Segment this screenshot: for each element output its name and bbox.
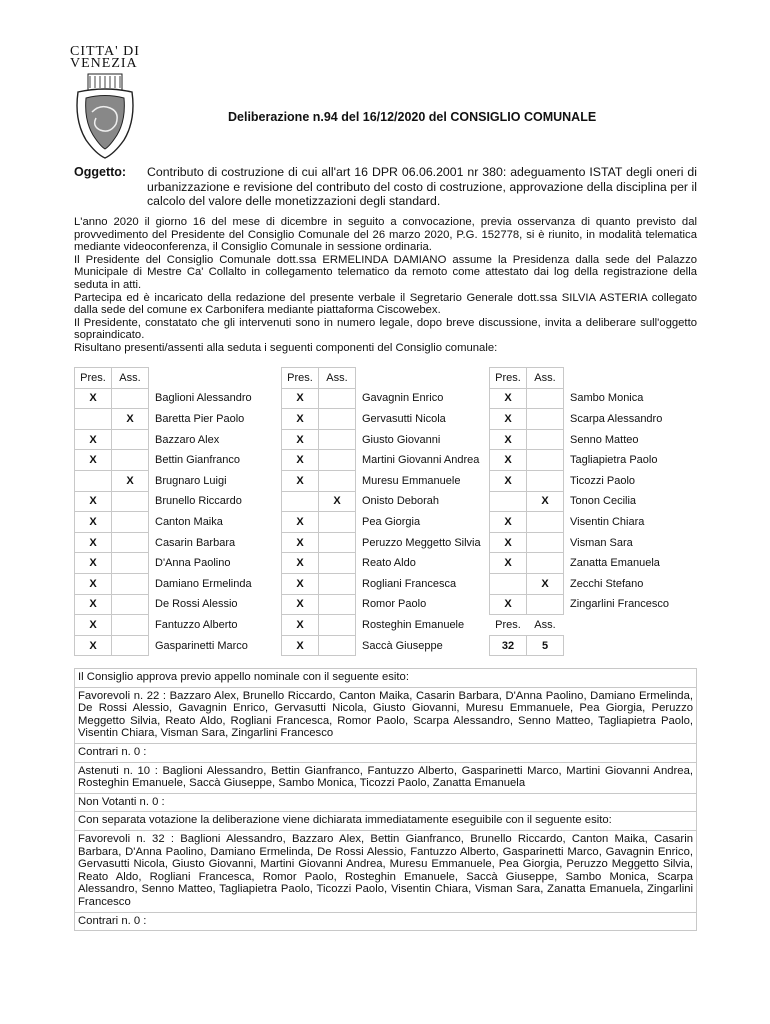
member-ass-mark <box>319 429 356 450</box>
member-row <box>282 594 495 615</box>
results-row: Non Votanti n. 0 : <box>75 793 697 812</box>
member-pres-mark: X <box>282 573 319 594</box>
member-name: Senno Matteo <box>570 433 639 446</box>
ass-header: Ass. <box>319 368 356 389</box>
member-name: Canton Maika <box>155 515 223 528</box>
member-name: Brunello Riccardo <box>155 495 242 508</box>
member-name: Damiano Ermelinda <box>155 577 252 590</box>
member-pres-mark: X <box>282 532 319 553</box>
results-row: Il Consiglio approva previo appello nominale con il seguente esito: <box>75 669 697 688</box>
preamble-paragraph: Il Presidente del Consiglio Comunale dott.ssa ERMELINDA DAMIANO assume la Presidenza dalla sede del Palazzo Municipale di Mestre Ca' Collalto in collegamento telematico da remoto come attestato dai log della registrazione della seduta in atti. <box>74 253 697 291</box>
member-name: Rosteghin Emanuele <box>362 618 465 631</box>
member-pres-mark: X <box>75 429 112 450</box>
member-pres-mark: X <box>490 594 527 615</box>
member-name: Zanatta Emanuela <box>570 557 660 570</box>
voting-results-table <box>74 668 697 931</box>
member-pres-mark <box>490 491 527 512</box>
document-title: Deliberazione n.94 del 16/12/2020 del CONSIGLIO COMUNALE <box>228 110 597 124</box>
member-name: Baglioni Alessandro <box>155 392 252 405</box>
member-row <box>75 429 288 450</box>
member-row <box>282 635 495 656</box>
member-pres-mark: X <box>490 532 527 553</box>
member-name: D'Anna Paolino <box>155 557 231 570</box>
member-pres-mark: X <box>282 388 319 409</box>
pres-header: Pres. <box>75 368 112 389</box>
preamble <box>74 216 697 355</box>
member-name: Casarin Barbara <box>155 536 236 549</box>
member-name: Scarpa Alessandro <box>570 412 663 425</box>
member-row <box>75 553 288 574</box>
subject-text: Contributo di costruzione di cui all'art 16 DPR 06.06.2001 nr 380: adeguamento ISTAT degli oneri di urbanizzazione e revisione del contributo del costo di costruzione, approvazione della disciplina per il calcolo del valore delle monetizzazioni degli standard. <box>147 165 697 208</box>
member-pres-mark <box>490 573 527 594</box>
member-row <box>282 450 495 471</box>
member-name: Bettin Gianfranco <box>155 454 240 467</box>
results-row: Con separata votazione la deliberazione viene dichiarata immediatamente eseguibile con il seguente esito: <box>75 812 697 831</box>
member-ass-mark <box>112 573 149 594</box>
member-name: Tagliapietra Paolo <box>570 454 658 467</box>
member-ass-mark: X <box>527 573 564 594</box>
member-name: Giusto Giovanni <box>362 433 441 446</box>
member-row <box>282 553 495 574</box>
member-row <box>282 388 495 409</box>
member-row <box>490 594 691 615</box>
member-row <box>490 409 691 430</box>
member-name: Zingarlini Francesco <box>570 598 670 611</box>
results-row: Favorevoli n. 22 : Bazzaro Alex, Brunello Riccardo, Canton Maika, Casarin Barbara, D'Anna Paolino, Damiano Ermelinda, De Rossi Alessio, Gavagnin Enrico, Gervasutti Nicola, Giusto Giovanni, Muresu Emmanuele, Pea Giorgia, Peruzzo Meggetto Silvia, Reato Aldo, Rogliani Francesca, Romor Paolo, Scarpa Alessandro, Senno Matteo, Tagliapietra Paolo, Visentin Chiara, Visman Sara, Zingarlini Francesco <box>75 687 697 743</box>
member-ass-mark <box>527 532 564 553</box>
member-row <box>75 409 288 430</box>
member-ass-mark <box>319 409 356 430</box>
member-row <box>282 532 495 553</box>
member-row <box>282 573 495 594</box>
logo-line-1: CITTA' DI <box>70 44 140 59</box>
pres-header: Pres. <box>282 368 319 389</box>
member-row <box>490 512 691 533</box>
member-row <box>282 409 495 430</box>
member-ass-mark <box>319 470 356 491</box>
member-row <box>282 512 495 533</box>
member-name: Rogliani Francesca <box>362 577 457 590</box>
member-pres-mark: X <box>75 594 112 615</box>
member-ass-mark <box>319 615 356 636</box>
member-ass-mark <box>112 594 149 615</box>
member-row <box>282 429 495 450</box>
member-ass-mark <box>527 450 564 471</box>
member-ass-mark <box>112 635 149 656</box>
member-pres-mark: X <box>490 409 527 430</box>
member-name: Martini Giovanni Andrea <box>362 454 480 467</box>
member-ass-mark: X <box>319 491 356 512</box>
totals-pres-header: Pres. <box>495 618 521 631</box>
total-present: 32 <box>490 635 527 656</box>
member-row <box>282 615 495 636</box>
member-row <box>282 470 495 491</box>
member-row <box>75 573 288 594</box>
member-name: Pea Giorgia <box>362 515 421 528</box>
member-pres-mark: X <box>75 573 112 594</box>
preamble-paragraph: Il Presidente, constatato che gli intervenuti sono in numero legale, dopo breve discussione, invita a deliberare sull'oggetto sopraindicato. <box>74 316 697 342</box>
member-row <box>490 450 691 471</box>
member-name: Fantuzzo Alberto <box>155 618 238 631</box>
member-name: Gasparinetti Marco <box>155 639 248 652</box>
member-pres-mark: X <box>75 553 112 574</box>
member-row <box>282 491 495 512</box>
member-pres-mark <box>75 409 112 430</box>
member-ass-mark <box>319 635 356 656</box>
totals-ass-header: Ass. <box>534 618 556 631</box>
attendance-table-1 <box>74 367 288 656</box>
member-name: Baretta Pier Paolo <box>155 412 245 425</box>
member-name: Visman Sara <box>570 536 633 549</box>
member-pres-mark: X <box>75 450 112 471</box>
member-ass-mark <box>527 594 564 615</box>
member-name: Gervasutti Nicola <box>362 412 446 425</box>
member-row <box>75 450 288 471</box>
member-ass-mark <box>527 429 564 450</box>
member-ass-mark <box>319 388 356 409</box>
member-pres-mark: X <box>490 512 527 533</box>
member-pres-mark: X <box>75 388 112 409</box>
ass-header: Ass. <box>527 368 564 389</box>
member-pres-mark: X <box>282 594 319 615</box>
member-pres-mark: X <box>282 553 319 574</box>
preamble-paragraph: Partecipa ed è incaricato della redazione del presente verbale il Segretario Generale dott.ssa SILVIA ASTERIA collegato dalla sede del comune ex Carbonifera mediante piattaforma Ciscowebex. <box>74 291 697 317</box>
member-row <box>490 388 691 409</box>
attendance-table-3 <box>489 367 691 656</box>
member-ass-mark <box>527 553 564 574</box>
results-row: Contrari n. 0 : <box>75 912 697 931</box>
member-ass-mark <box>112 429 149 450</box>
member-pres-mark: X <box>282 450 319 471</box>
member-ass-mark <box>112 512 149 533</box>
member-pres-mark: X <box>282 470 319 491</box>
member-pres-mark: X <box>282 615 319 636</box>
member-name: Romor Paolo <box>362 598 427 611</box>
member-ass-mark <box>112 532 149 553</box>
member-row <box>490 470 691 491</box>
member-ass-mark <box>112 491 149 512</box>
member-name: Onisto Deborah <box>362 495 440 508</box>
member-ass-mark <box>527 409 564 430</box>
member-ass-mark: X <box>112 409 149 430</box>
member-name: Saccà Giuseppe <box>362 639 443 652</box>
member-ass-mark: X <box>112 470 149 491</box>
member-ass-mark: X <box>527 491 564 512</box>
member-row <box>75 635 288 656</box>
member-pres-mark: X <box>490 553 527 574</box>
member-pres-mark: X <box>75 635 112 656</box>
member-row <box>75 491 288 512</box>
results-row: Contrari n. 0 : <box>75 743 697 762</box>
member-name: Visentin Chiara <box>570 515 645 528</box>
member-pres-mark: X <box>490 470 527 491</box>
member-pres-mark: X <box>75 491 112 512</box>
totals-row <box>490 635 691 656</box>
member-ass-mark <box>319 573 356 594</box>
member-row <box>490 553 691 574</box>
member-ass-mark <box>319 450 356 471</box>
member-pres-mark: X <box>75 512 112 533</box>
preamble-paragraph: L'anno 2020 il giorno 16 del mese di dicembre in seguito a convocazione, previa osservanza di quanto previsto dal provvedimento del Presidente del Consiglio Comunale del 26 marzo 2020, P.G. 152778, si è riunito, in modalità telematica mediante videoconferenza, il Consiglio Comunale in sessione ordinaria. <box>74 216 697 254</box>
member-name: Gavagnin Enrico <box>362 392 444 405</box>
member-pres-mark <box>75 470 112 491</box>
results-row: Astenuti n. 10 : Baglioni Alessandro, Bettin Gianfranco, Fantuzzo Alberto, Gasparinetti Marco, Martini Giovanni Andrea, Rosteghin Emanuele, Saccà Giuseppe, Sambo Monica, Ticozzi Paolo, Zanatta Emanuela <box>75 762 697 793</box>
member-pres-mark: X <box>75 532 112 553</box>
member-pres-mark: X <box>490 429 527 450</box>
member-ass-mark <box>112 388 149 409</box>
member-ass-mark <box>319 553 356 574</box>
totals-header-row <box>490 615 691 636</box>
member-ass-mark <box>527 512 564 533</box>
member-name: De Rossi Alessio <box>155 598 238 611</box>
member-name: Tonon Cecilia <box>570 495 637 508</box>
member-name: Peruzzo Meggetto Silvia <box>362 536 481 549</box>
attendance-table-2 <box>281 367 495 656</box>
member-row <box>75 594 288 615</box>
pres-header: Pres. <box>490 368 527 389</box>
member-ass-mark <box>112 615 149 636</box>
member-row <box>490 429 691 450</box>
member-ass-mark <box>319 512 356 533</box>
member-ass-mark <box>112 553 149 574</box>
member-pres-mark: X <box>282 512 319 533</box>
member-row <box>75 532 288 553</box>
city-logo <box>70 46 142 160</box>
member-name: Reato Aldo <box>362 557 416 570</box>
member-pres-mark: X <box>490 388 527 409</box>
member-name: Brugnaro Luigi <box>155 474 227 487</box>
member-row <box>490 532 691 553</box>
member-name: Ticozzi Paolo <box>570 474 636 487</box>
member-ass-mark <box>319 594 356 615</box>
member-name: Muresu Emmanuele <box>362 474 461 487</box>
preamble-paragraph: Risultano presenti/assenti alla seduta i seguenti componenti del Consiglio comunale: <box>74 341 498 354</box>
ass-header: Ass. <box>112 368 149 389</box>
member-row <box>75 388 288 409</box>
member-row <box>75 615 288 636</box>
total-absent: 5 <box>527 635 564 656</box>
member-row <box>490 491 691 512</box>
member-row <box>490 573 691 594</box>
member-row <box>75 470 288 491</box>
logo-line-2: VENEZIA <box>70 56 138 71</box>
results-row: Favorevoli n. 32 : Baglioni Alessandro, Bazzaro Alex, Bettin Gianfranco, Brunello Riccardo, Canton Maika, Casarin Barbara, D'Anna Paolino, Damiano Ermelinda, De Rossi Alessio, Fantuzzo Alberto, Gasparinetti Marco, Gavagnin Enrico, Gervasutti Nicola, Giusto Giovanni, Martini Giovanni Andrea, Muresu Emmanuele, Pea Giorgia, Peruzzo Meggetto Silvia, Reato Aldo, Rogliani Francesca, Romor Paolo, Rosteghin Emanuele, Saccà Giuseppe, Sambo Monica, Scarpa Alessandro, Senno Matteo, Tagliapietra Paolo, Ticozzi Paolo, Visentin Chiara, Visman Sara, Zanatta Emanuela, Zingarlini Francesco <box>75 830 697 912</box>
member-ass-mark <box>527 470 564 491</box>
member-pres-mark <box>282 491 319 512</box>
member-pres-mark: X <box>282 409 319 430</box>
member-pres-mark: X <box>75 615 112 636</box>
member-pres-mark: X <box>490 450 527 471</box>
member-pres-mark: X <box>282 429 319 450</box>
member-pres-mark: X <box>282 635 319 656</box>
member-ass-mark <box>319 532 356 553</box>
member-name: Sambo Monica <box>570 392 644 405</box>
coat-of-arms-icon <box>70 72 140 160</box>
member-ass-mark <box>527 388 564 409</box>
member-row <box>75 512 288 533</box>
member-ass-mark <box>112 450 149 471</box>
member-name: Zecchi Stefano <box>570 577 644 590</box>
member-name: Bazzaro Alex <box>155 433 220 446</box>
subject-label: Oggetto: <box>74 165 127 179</box>
